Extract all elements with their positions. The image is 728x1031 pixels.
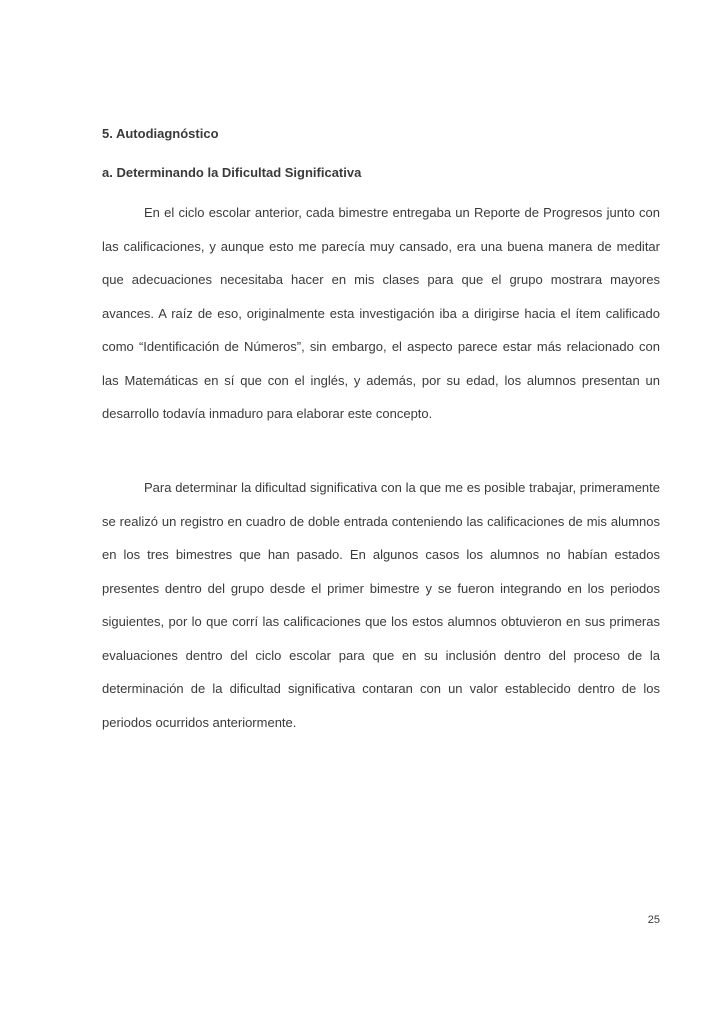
- paragraph-2: Para determinar la dificultad significativa con la que me es posible trabajar, primeramente se realizó un registro en cuadro de doble entrada conteniendo las calificaciones de mis alumnos en los tres bimestres que han pasado. En algunos casos los alumnos no habían estados presentes dentro del grupo desde el primer bimestre y se fueron integrando en los periodos siguientes, por lo que corrí las calificaciones que los estos alumnos obtuvieron en sus primeras evaluaciones dentro del ciclo escolar para que en su inclusión dentro del proceso de la determinación de la dificultad significativa contaran con un valor establecido dentro de los periodos ocurridos anteriormente.: [102, 480, 660, 730]
- page-number: 25: [647, 914, 660, 926]
- section-title: 5. Autodiagnóstico: [102, 126, 219, 141]
- paragraph-1: En el ciclo escolar anterior, cada bimestre entregaba un Reporte de Progresos junto con las calificaciones, y aunque esto me parecía muy cansado, era una buena manera de meditar que adecuaciones necesitaba hacer en mis clases para que el grupo mostrara mayores avances. A raíz de eso, originalmente esta investigación iba a dirigirse hacia el ítem calificado como “Identificación de Números”, sin embargo, el aspecto parece estar más relacionado con las Matemáticas en sí que con el inglés, y además, por su edad, los alumnos presentan un desarrollo todavía inmaduro para elaborar este concepto.: [102, 205, 660, 421]
- section-subtitle: a. Determinando la Dificultad Significativa: [102, 165, 362, 180]
